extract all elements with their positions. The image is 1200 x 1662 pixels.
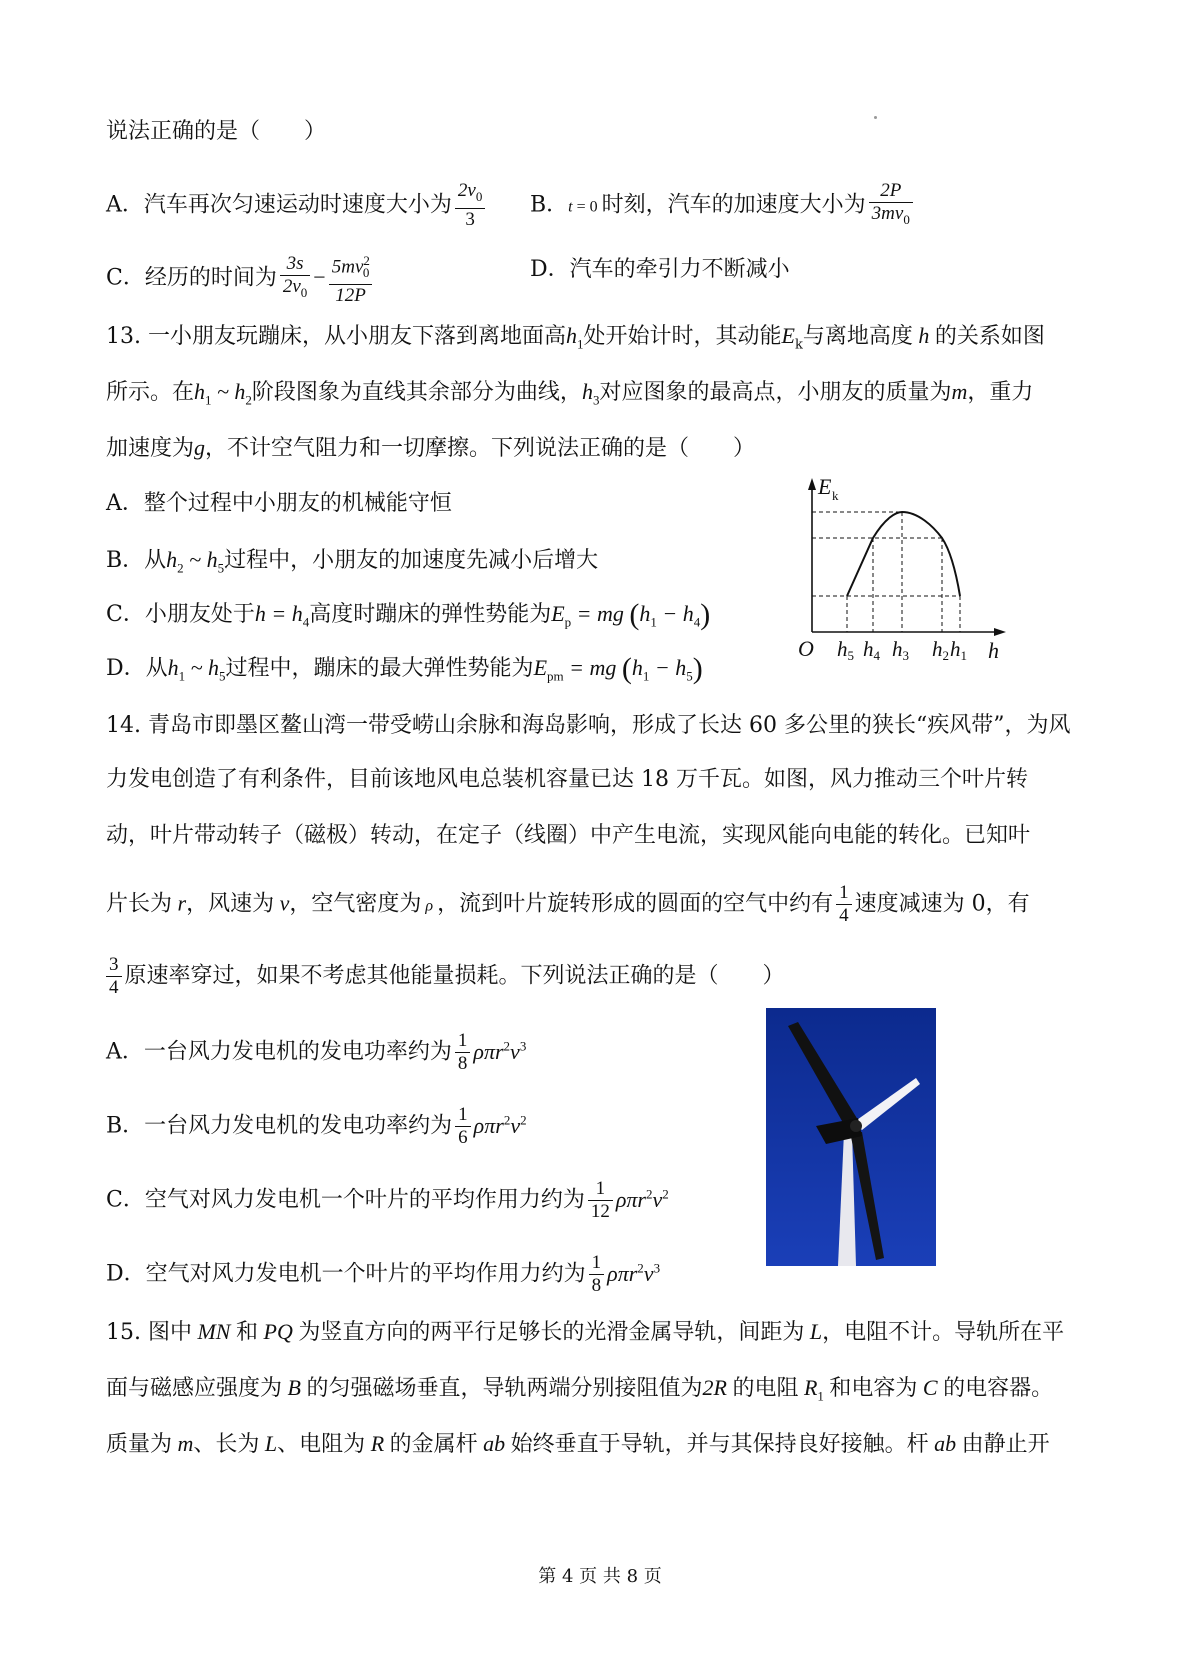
x-axis-label: h <box>988 638 999 663</box>
q14-line-5: $\frac{3}{4}$ 原速率穿过，如果不考虑其他能量损耗。下列说法正确的是（ ） <box>106 954 785 999</box>
fraction: $\frac{1}{6}$ <box>455 1104 471 1149</box>
frac-num: $2v_0$ <box>455 180 485 209</box>
frac-num: $5mv^2_0$ <box>329 250 373 285</box>
option-label: B． <box>530 192 569 218</box>
q12-stem-tail: 说法正确的是（ ） <box>106 119 327 144</box>
tick-labels <box>837 637 967 663</box>
q15-line-3: 质量为 m、长为 L、电阻为 R 的金属杆 ab 始终垂直于导轨，并与其保持良好接触。杆 ab 由静止开 <box>106 1431 1050 1457</box>
fraction <box>455 180 485 231</box>
fraction: $\frac{1}{12}$ <box>588 1178 613 1223</box>
q14-option-a[interactable]: A．一台风力发电机的发电功率约为 $\frac{1}{8}$ $\rho\pi r^2v^3$ <box>106 1030 527 1074</box>
q14-line-1: 14. 青岛市即墨区鳌山湾一带受崂山余脉和海岛影响，形成了长达 60 多公里的狭长“疾风带”，为风 <box>106 713 1071 738</box>
q13-option-c[interactable]: C．小朋友处于$h = h_4$高度时蹦床的弹性势能为$E_p$ = mg $(h_1 - h_4)$ <box>106 598 711 631</box>
q15-line-2: 面与磁感应强度为 B 的匀强磁场垂直，导轨两端分别接阻值为2R 的电阻 $R_1$ 和电容为 C 的电容器。 <box>106 1375 1054 1404</box>
frac-den: $3mv_0$ <box>871 203 910 227</box>
fraction: $\frac{1}{4}$ <box>836 882 852 927</box>
option-text: 汽车再次匀速运动时速度大小为 <box>143 192 452 218</box>
tick-label-h3: h3 <box>892 637 909 663</box>
option-text: 汽车的牵引力不断减小 <box>569 257 790 282</box>
q12-option-a[interactable] <box>106 180 488 231</box>
option-label: D． <box>530 257 570 282</box>
tick-label-h1: h1 <box>950 637 967 663</box>
origin-label: O <box>798 636 814 661</box>
y-arrow <box>808 478 816 490</box>
option-label: A． <box>106 192 144 218</box>
guide-lines <box>812 512 960 632</box>
q13-line-3: 加速度为g，不计空气阻力和一切摩擦。下列说法正确的是（ ） <box>106 435 756 461</box>
q13-line-2: 所示。在$h_1$ ~ $h_2$阶段图象为直线其余部分为曲线，$h_3$对应图象的最高点，小朋友的质量为m，重力 <box>106 379 1034 408</box>
q13-option-a[interactable]: A．整个过程中小朋友的机械能守恒 <box>106 491 452 516</box>
option-text: 经历的时间为 <box>144 265 277 291</box>
frac-den: 12P <box>335 285 366 307</box>
option-label: C． <box>106 265 145 291</box>
fraction: $\frac{1}{8}$ <box>455 1030 471 1075</box>
fraction: $\frac{3}{4}$ <box>106 954 122 999</box>
option-text: 时刻，汽车的加速度大小为 <box>601 192 866 218</box>
q13-line-1: 13. 一小朋友玩蹦床，从小朋友下落到离地面高$h_1$处开始计时，其动能$E_k$与离地高度 h 的关系如图 <box>106 323 1045 353</box>
x-arrow <box>994 628 1006 636</box>
tick-label-h4: h4 <box>863 637 880 663</box>
page-footer: 第 4 页 共 8 页 <box>538 1566 662 1587</box>
frac-den: $2v_0$ <box>282 276 308 300</box>
fraction <box>329 250 373 307</box>
fraction <box>869 180 913 231</box>
turbine-hub <box>850 1120 862 1132</box>
q12-option-d[interactable] <box>530 254 790 286</box>
minus-sign: − <box>313 264 326 290</box>
frac-num: 3s <box>280 253 310 276</box>
q14-line-3: 动，叶片带动转子（磁极）转动，在定子（线圈）中产生电流，实现风能向电能的转化。已知叶 <box>106 823 1031 848</box>
q14-line-2: 力发电创造了有利条件，目前该地风电总装机容量已达 18 万千瓦。如图，风力推动三个叶片转 <box>106 767 1028 792</box>
wind-turbine-image <box>766 1008 936 1266</box>
fraction <box>280 253 310 304</box>
y-axis-sub: k <box>832 488 839 503</box>
q14-option-d[interactable]: D．空气对风力发电机一个叶片的平均作用力约为 $\frac{1}{8}$ $\rho\pi r^2v^3$ <box>106 1252 661 1296</box>
q12-option-b[interactable] <box>530 180 916 231</box>
scan-dot <box>874 116 877 119</box>
frac-den: 3 <box>465 208 475 230</box>
frac-num: 2P <box>869 180 913 203</box>
q13-option-d[interactable]: D．从$h_1$ ~ $h_5$过程中，蹦床的最大弹性势能为$E_{pm}$ = mg $(h_1 - h_5)$ <box>106 652 703 685</box>
q14-line-4: 片长为 r，风速为 v，空气密度为 ρ ，流到叶片旋转形成的圆面的空气中约有 $\frac{1}{4}$ 速度减速为 0，有 <box>106 882 1030 926</box>
q13-ek-h-graph <box>790 472 1020 672</box>
q12-option-c[interactable] <box>106 250 375 307</box>
q13-option-b[interactable]: B．从$h_2$ ~ $h_5$过程中，小朋友的加速度先减小后增大 <box>106 547 599 576</box>
q14-option-b[interactable]: B．一台风力发电机的发电功率约为 $\frac{1}{6}$ $\rho\pi r^2v^2$ <box>106 1104 527 1148</box>
tick-label-h5: h5 <box>837 637 854 663</box>
fraction: $\frac{1}{8}$ <box>589 1252 605 1297</box>
y-axis-label: E <box>818 474 832 499</box>
math-var: t <box>568 198 573 216</box>
math-eq: = 0 <box>572 198 602 216</box>
ek-curve <box>847 512 960 596</box>
q15-line-1: 15. 图中 MN 和 PQ 为竖直方向的两平行足够长的光滑金属导轨，间距为 L，电阻不计。导轨所在平 <box>106 1319 1065 1345</box>
q14-option-c[interactable]: C．空气对风力发电机一个叶片的平均作用力约为 $\frac{1}{12}$ $\rho\pi r^2v^2$ <box>106 1178 669 1222</box>
tick-label-h2: h2 <box>932 637 949 663</box>
